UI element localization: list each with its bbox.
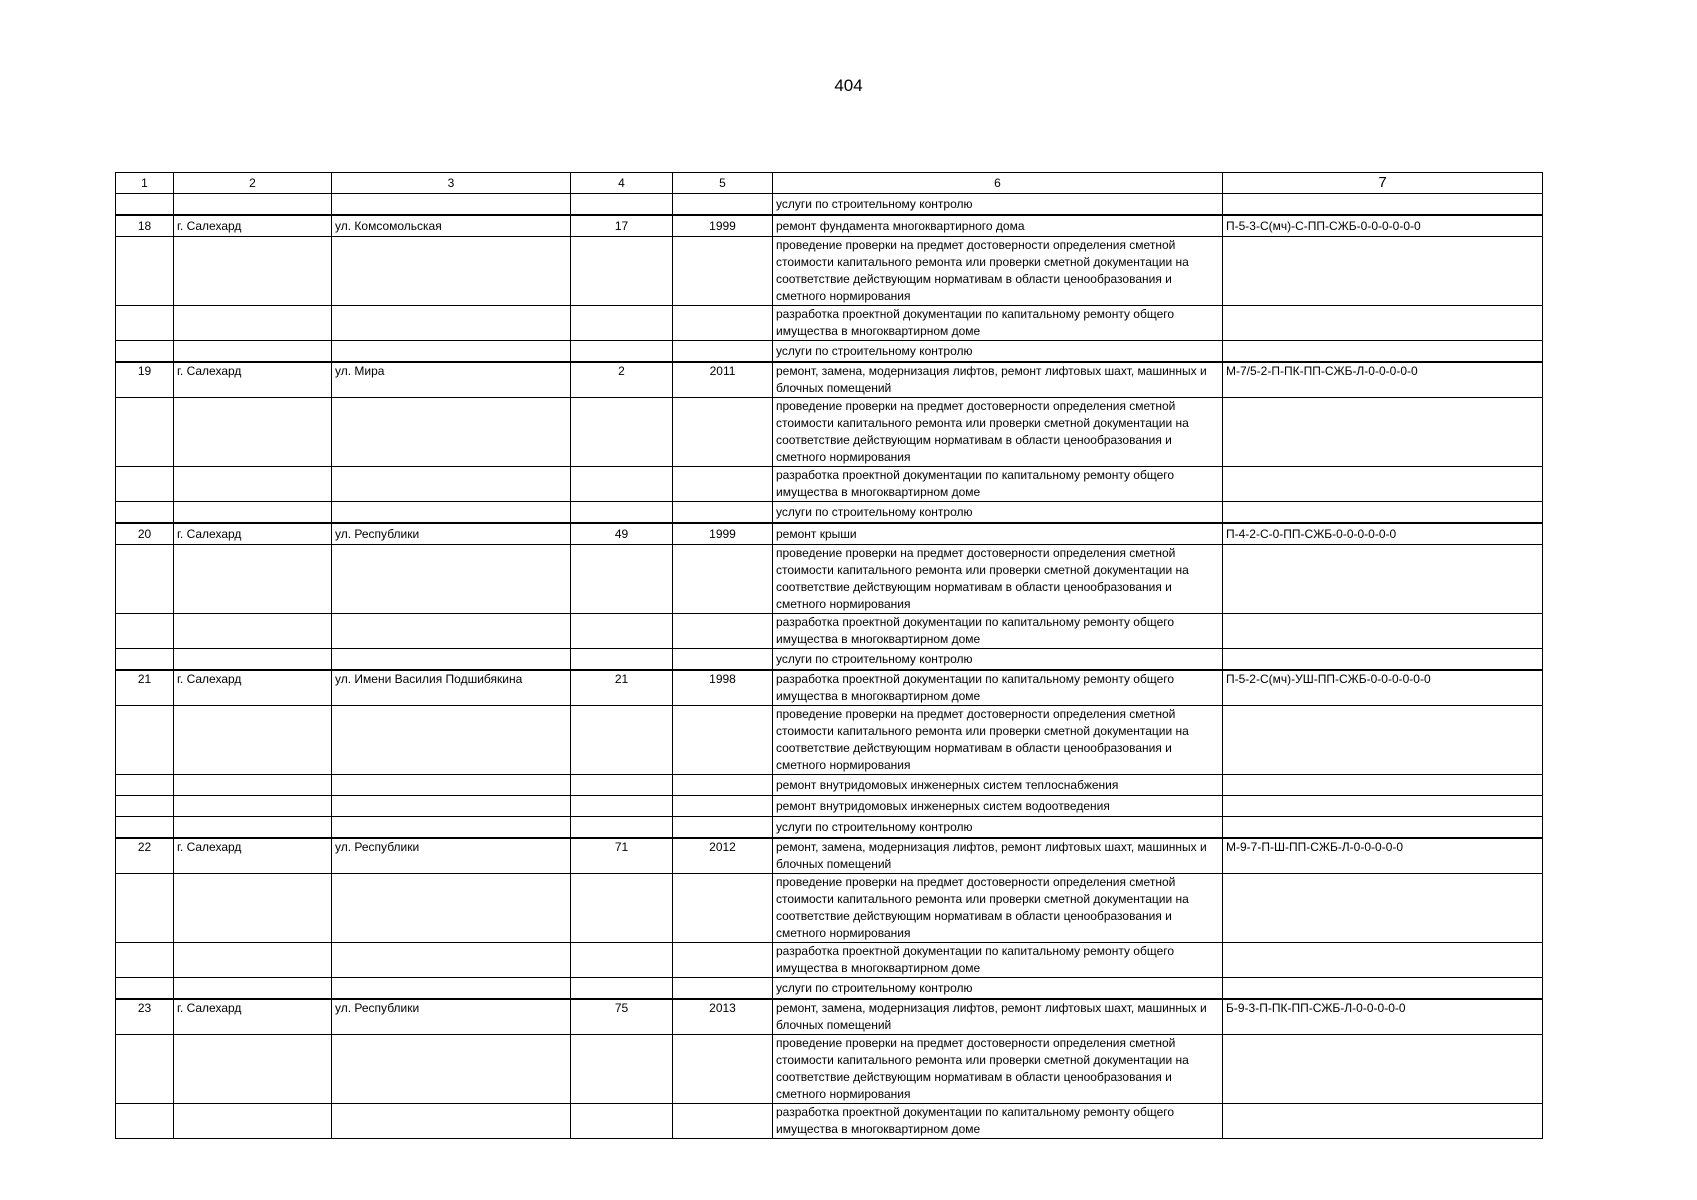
house-number-cell (571, 398, 673, 467)
building-code-cell (1223, 614, 1543, 649)
row-number-cell (116, 194, 174, 216)
year-cell (673, 1104, 773, 1139)
page-number: 404 (834, 76, 863, 95)
city-cell (174, 817, 332, 839)
work-type-cell: ремонт крыши (773, 523, 1223, 545)
building-code-cell (1223, 796, 1543, 817)
building-code-cell (1223, 649, 1543, 671)
house-number-cell (571, 775, 673, 796)
street-cell (332, 978, 571, 1000)
street-cell (332, 545, 571, 614)
house-number-cell (571, 978, 673, 1000)
year-cell: 2013 (673, 999, 773, 1035)
year-cell (673, 237, 773, 306)
city-cell (174, 398, 332, 467)
street-cell (332, 1104, 571, 1139)
house-number-cell: 21 (571, 670, 673, 706)
row-number-cell (116, 237, 174, 306)
city-cell (174, 796, 332, 817)
header-cell: 4 (571, 173, 673, 194)
header-cell: 6 (773, 173, 1223, 194)
building-code-cell: П-5-2-С(мч)-УШ-ПП-СЖБ-0-0-0-0-0-0 (1223, 670, 1543, 706)
building-code-cell: Б-9-3-П-ПК-ПП-СЖБ-Л-0-0-0-0-0 (1223, 999, 1543, 1035)
header-cell: 1 (116, 173, 174, 194)
work-type-cell: разработка проектной документации по капитальному ремонту общего имущества в многоквартирном доме (773, 1104, 1223, 1139)
work-type-cell: ремонт, замена, модернизация лифтов, ремонт лифтовых шахт, машинных и блочных помещений (773, 999, 1223, 1035)
house-number-cell (571, 796, 673, 817)
street-cell (332, 237, 571, 306)
row-number-cell (116, 1035, 174, 1104)
row-number-cell (116, 614, 174, 649)
row-number-cell (116, 649, 174, 671)
row-number-cell: 18 (116, 215, 174, 237)
work-type-cell: ремонт, замена, модернизация лифтов, ремонт лифтовых шахт, машинных и блочных помещений (773, 362, 1223, 398)
house-number-cell (571, 614, 673, 649)
year-cell (673, 545, 773, 614)
work-type-cell: услуги по строительному контролю (773, 817, 1223, 839)
house-number-cell (571, 1035, 673, 1104)
building-code-cell (1223, 706, 1543, 775)
row-number-cell (116, 341, 174, 363)
house-number-cell (571, 1104, 673, 1139)
building-code-cell: П-5-3-С(мч)-С-ПП-СЖБ-0-0-0-0-0-0 (1223, 215, 1543, 237)
header-cell: 7 (1223, 173, 1543, 194)
city-cell (174, 978, 332, 1000)
table-row (116, 194, 1543, 216)
table-row (116, 796, 1543, 817)
table-row (116, 670, 1543, 706)
street-cell: ул. Республики (332, 523, 571, 545)
building-code-cell (1223, 194, 1543, 216)
year-cell (673, 775, 773, 796)
row-number-cell (116, 545, 174, 614)
row-number-cell (116, 502, 174, 524)
building-code-cell (1223, 775, 1543, 796)
house-number-cell (571, 194, 673, 216)
street-cell: ул. Мира (332, 362, 571, 398)
building-code-cell (1223, 341, 1543, 363)
building-code-cell (1223, 1035, 1543, 1104)
table-row (116, 341, 1543, 363)
city-cell: г. Салехард (174, 362, 332, 398)
work-type-cell: проведение проверки на предмет достоверности определения сметной стоимости капитального ремонта или проверки сметной документации на соответствие действующим нормативам в области ценообразования и сметного нормирования (773, 874, 1223, 943)
building-code-cell (1223, 545, 1543, 614)
street-cell (332, 467, 571, 502)
street-cell (332, 398, 571, 467)
year-cell (673, 943, 773, 978)
street-cell: ул. Имени Василия Подшибякина (332, 670, 571, 706)
work-type-cell: ремонт фундамента многоквартирного дома (773, 215, 1223, 237)
building-code-cell (1223, 237, 1543, 306)
street-cell (332, 306, 571, 341)
city-cell (174, 1035, 332, 1104)
year-cell: 1999 (673, 215, 773, 237)
row-number-cell (116, 796, 174, 817)
street-cell (332, 943, 571, 978)
house-number-cell: 2 (571, 362, 673, 398)
year-cell: 2011 (673, 362, 773, 398)
city-cell (174, 775, 332, 796)
year-cell (673, 706, 773, 775)
table-header-row (116, 173, 1543, 194)
street-cell (332, 796, 571, 817)
street-cell: ул. Республики (332, 838, 571, 874)
house-number-cell: 17 (571, 215, 673, 237)
city-cell (174, 943, 332, 978)
street-cell (332, 194, 571, 216)
table-row (116, 649, 1543, 671)
row-number-cell (116, 817, 174, 839)
header-cell: 5 (673, 173, 773, 194)
header-cell: 2 (174, 173, 332, 194)
row-number-cell (116, 467, 174, 502)
house-number-cell (571, 306, 673, 341)
year-cell (673, 817, 773, 839)
work-type-cell: услуги по строительному контролю (773, 978, 1223, 1000)
year-cell (673, 398, 773, 467)
house-number-cell (571, 467, 673, 502)
building-code-cell: М-9-7-П-Ш-ПП-СЖБ-Л-0-0-0-0-0 (1223, 838, 1543, 874)
year-cell: 2012 (673, 838, 773, 874)
header-cell: 3 (332, 173, 571, 194)
work-type-cell: ремонт внутридомовых инженерных систем водоотведения (773, 796, 1223, 817)
house-number-cell (571, 874, 673, 943)
house-number-cell (571, 545, 673, 614)
year-cell (673, 341, 773, 363)
building-code-cell (1223, 874, 1543, 943)
building-code-cell (1223, 467, 1543, 502)
city-cell (174, 467, 332, 502)
table-row (116, 1104, 1543, 1139)
street-cell (332, 614, 571, 649)
row-number-cell: 21 (116, 670, 174, 706)
table-row (116, 545, 1543, 614)
table-row (116, 306, 1543, 341)
row-number-cell: 20 (116, 523, 174, 545)
house-number-cell: 71 (571, 838, 673, 874)
street-cell (332, 817, 571, 839)
row-number-cell: 19 (116, 362, 174, 398)
city-cell (174, 874, 332, 943)
table-row (116, 943, 1543, 978)
year-cell (673, 614, 773, 649)
building-code-cell (1223, 398, 1543, 467)
building-code-cell: М-7/5-2-П-ПК-ПП-СЖБ-Л-0-0-0-0-0 (1223, 362, 1543, 398)
city-cell (174, 306, 332, 341)
city-cell: г. Салехард (174, 999, 332, 1035)
row-number-cell (116, 306, 174, 341)
table-row (116, 874, 1543, 943)
work-type-cell: проведение проверки на предмет достоверности определения сметной стоимости капитального ремонта или проверки сметной документации на соответствие действующим нормативам в области ценообразования и сметного нормирования (773, 1035, 1223, 1104)
work-type-cell: проведение проверки на предмет достоверности определения сметной стоимости капитального ремонта или проверки сметной документации на соответствие действующим нормативам в области ценообразования и сметного нормирования (773, 398, 1223, 467)
table-row (116, 817, 1543, 839)
row-number-cell: 22 (116, 838, 174, 874)
year-cell (673, 502, 773, 524)
building-code-cell (1223, 502, 1543, 524)
building-code-cell (1223, 817, 1543, 839)
row-number-cell (116, 706, 174, 775)
street-cell (332, 1035, 571, 1104)
work-type-cell: проведение проверки на предмет достоверности определения сметной стоимости капитального ремонта или проверки сметной документации на соответствие действующим нормативам в области ценообразования и сметного нормирования (773, 545, 1223, 614)
work-type-cell: разработка проектной документации по капитальному ремонту общего имущества в многоквартирном доме (773, 614, 1223, 649)
work-type-cell: проведение проверки на предмет достоверности определения сметной стоимости капитального ремонта или проверки сметной документации на соответствие действующим нормативам в области ценообразования и сметного нормирования (773, 237, 1223, 306)
work-type-cell: разработка проектной документации по капитальному ремонту общего имущества в многоквартирном доме (773, 670, 1223, 706)
table-row (116, 502, 1543, 524)
year-cell (673, 306, 773, 341)
city-cell: г. Салехард (174, 670, 332, 706)
house-number-cell (571, 502, 673, 524)
year-cell (673, 194, 773, 216)
house-number-cell (571, 943, 673, 978)
year-cell (673, 1035, 773, 1104)
table-row (116, 978, 1543, 1000)
city-cell (174, 502, 332, 524)
row-number-cell (116, 1104, 174, 1139)
table-row (116, 215, 1543, 237)
house-number-cell (571, 817, 673, 839)
year-cell (673, 467, 773, 502)
street-cell (332, 874, 571, 943)
house-number-cell (571, 706, 673, 775)
city-cell (174, 237, 332, 306)
house-number-cell (571, 237, 673, 306)
building-code-cell (1223, 306, 1543, 341)
row-number-cell (116, 398, 174, 467)
row-number-cell (116, 874, 174, 943)
house-number-cell (571, 341, 673, 363)
city-cell: г. Салехард (174, 215, 332, 237)
street-cell (332, 706, 571, 775)
house-number-cell: 49 (571, 523, 673, 545)
street-cell (332, 502, 571, 524)
year-cell (673, 649, 773, 671)
work-type-cell: ремонт, замена, модернизация лифтов, ремонт лифтовых шахт, машинных и блочных помещений (773, 838, 1223, 874)
house-number-cell (571, 649, 673, 671)
table-row (116, 775, 1543, 796)
table-row (116, 523, 1543, 545)
row-number-cell (116, 775, 174, 796)
row-number-cell (116, 978, 174, 1000)
table-row (116, 838, 1543, 874)
street-cell: ул. Республики (332, 999, 571, 1035)
table-row (116, 614, 1543, 649)
work-type-cell: разработка проектной документации по капитальному ремонту общего имущества в многоквартирном доме (773, 306, 1223, 341)
city-cell (174, 341, 332, 363)
year-cell (673, 874, 773, 943)
city-cell (174, 545, 332, 614)
building-code-cell (1223, 978, 1543, 1000)
city-cell (174, 1104, 332, 1139)
work-type-cell: услуги по строительному контролю (773, 194, 1223, 216)
work-type-cell: разработка проектной документации по капитальному ремонту общего имущества в многоквартирном доме (773, 467, 1223, 502)
work-type-cell: проведение проверки на предмет достоверности определения сметной стоимости капитального ремонта или проверки сметной документации на соответствие действующим нормативам в области ценообразования и сметного нормирования (773, 706, 1223, 775)
city-cell (174, 614, 332, 649)
year-cell: 1998 (673, 670, 773, 706)
work-type-cell: услуги по строительному контролю (773, 341, 1223, 363)
building-code-cell (1223, 943, 1543, 978)
city-cell (174, 649, 332, 671)
work-type-cell: разработка проектной документации по капитальному ремонту общего имущества в многоквартирном доме (773, 943, 1223, 978)
city-cell: г. Салехард (174, 523, 332, 545)
row-number-cell: 23 (116, 999, 174, 1035)
city-cell (174, 194, 332, 216)
table-row (116, 362, 1543, 398)
house-number-cell: 75 (571, 999, 673, 1035)
building-code-cell (1223, 1104, 1543, 1139)
table-row (116, 467, 1543, 502)
building-code-cell: П-4-2-С-0-ПП-СЖБ-0-0-0-0-0-0 (1223, 523, 1543, 545)
table-row (116, 1035, 1543, 1104)
street-cell (332, 341, 571, 363)
capital-repair-table (115, 172, 1543, 1139)
table-row (116, 706, 1543, 775)
table-row (116, 999, 1543, 1035)
city-cell (174, 706, 332, 775)
street-cell (332, 775, 571, 796)
street-cell (332, 649, 571, 671)
year-cell (673, 978, 773, 1000)
work-type-cell: услуги по строительному контролю (773, 502, 1223, 524)
city-cell: г. Салехард (174, 838, 332, 874)
row-number-cell (116, 943, 174, 978)
work-type-cell: услуги по строительному контролю (773, 649, 1223, 671)
table-row (116, 398, 1543, 467)
work-type-cell: ремонт внутридомовых инженерных систем теплоснабжения (773, 775, 1223, 796)
table-row (116, 237, 1543, 306)
year-cell: 1999 (673, 523, 773, 545)
year-cell (673, 796, 773, 817)
street-cell: ул. Комсомольская (332, 215, 571, 237)
